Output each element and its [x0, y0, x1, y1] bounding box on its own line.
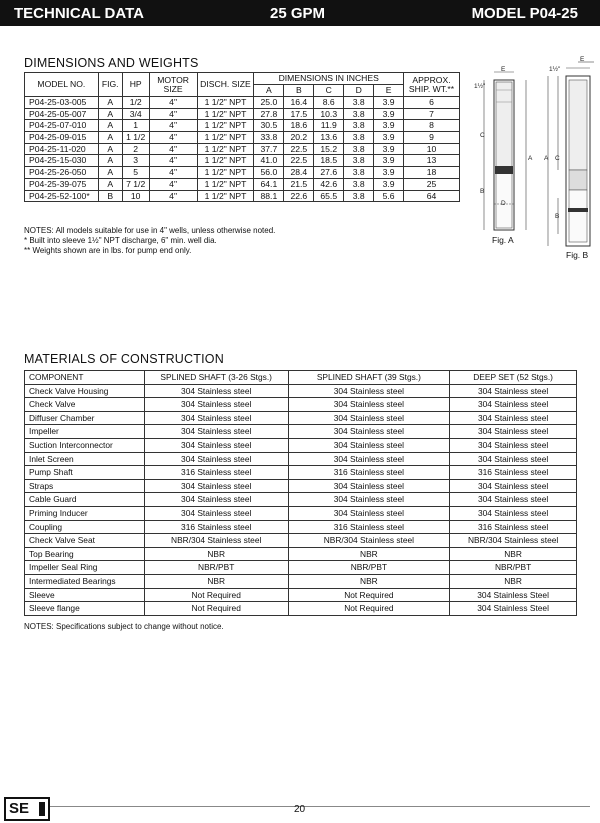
table-cell: 304 Stainless steel	[288, 438, 450, 452]
table-cell: 25	[404, 178, 460, 190]
table-cell: 4"	[149, 190, 197, 202]
table-cell: Sleeve	[25, 588, 145, 602]
col-splined-39: SPLINED SHAFT (39 Stgs.)	[288, 371, 450, 385]
table-cell: 8.6	[314, 97, 344, 109]
table-cell: Check Valve Housing	[25, 384, 145, 398]
table-cell: 27.6	[314, 167, 344, 179]
table-cell: 3.9	[374, 155, 404, 167]
table-cell: 316 Stainless steel	[288, 520, 450, 534]
table-cell: 304 Stainless steel	[288, 384, 450, 398]
table-row	[25, 155, 460, 167]
table-cell: 3.9	[374, 97, 404, 109]
table-cell: Not Required	[288, 602, 450, 616]
table-cell: 3.8	[344, 120, 374, 132]
fig-b-label-e: E	[580, 56, 585, 63]
table-cell: 304 Stainless steel	[144, 411, 288, 425]
table-cell: 4"	[149, 143, 197, 155]
table-cell: 3.8	[344, 108, 374, 120]
table-cell: Inlet Screen	[25, 452, 145, 466]
table-cell: 22.5	[284, 155, 314, 167]
table-cell: 42.6	[314, 178, 344, 190]
table-row	[25, 411, 577, 425]
table-cell: 304 Stainless steel	[144, 479, 288, 493]
table-cell: Coupling	[25, 520, 145, 534]
table-cell: 304 Stainless steel	[288, 493, 450, 507]
table-cell: 1 1/2" NPT	[197, 108, 254, 120]
table-cell: NBR	[144, 574, 288, 588]
table-row	[25, 132, 460, 144]
table-cell: 2	[122, 143, 149, 155]
table-row	[25, 574, 577, 588]
table-row	[25, 384, 577, 398]
table-cell: NBR/PBT	[450, 561, 577, 575]
col-splined-3-26: SPLINED SHAFT (3-26 Stgs.)	[144, 371, 288, 385]
materials-table	[24, 370, 577, 616]
table-row	[25, 534, 577, 548]
page-number: 20	[294, 804, 306, 815]
table-cell: NBR	[288, 574, 450, 588]
table-row	[25, 97, 460, 109]
header-title: TECHNICAL DATA	[14, 5, 144, 22]
table-cell: A	[98, 97, 122, 109]
col-fig: FIG.	[98, 73, 122, 97]
col-dims: DIMENSIONS IN INCHES	[254, 73, 404, 85]
fig-a-label-npt: 1½"	[474, 83, 486, 90]
dimensions-table	[24, 72, 460, 202]
table-cell: Not Required	[144, 602, 288, 616]
table-cell: 316 Stainless steel	[144, 520, 288, 534]
table-cell: 3.9	[374, 178, 404, 190]
table-cell: 3.8	[344, 97, 374, 109]
table-cell: 6	[404, 97, 460, 109]
table-row	[25, 493, 577, 507]
table-cell: P04-25-09-015	[25, 132, 99, 144]
table-cell: 4"	[149, 120, 197, 132]
table-cell: 13	[404, 155, 460, 167]
table-cell: 1	[122, 120, 149, 132]
table-cell: NBR	[288, 547, 450, 561]
table-row	[25, 190, 460, 202]
table-cell: 17.5	[284, 108, 314, 120]
table-cell: Sleeve flange	[25, 602, 145, 616]
fig-a-label-d: D	[501, 200, 506, 207]
table-cell: 18.5	[314, 155, 344, 167]
table-cell: 304 Stainless steel	[450, 398, 577, 412]
table-cell: 3.8	[344, 155, 374, 167]
header-flow: 25 GPM	[270, 5, 326, 22]
table-row	[25, 452, 577, 466]
col-disch: DISCH. SIZE	[197, 73, 254, 97]
table-cell: NBR/PBT	[144, 561, 288, 575]
col-motor: MOTOR SIZE	[149, 73, 197, 97]
materials-title: MATERIALS OF CONSTRUCTION	[24, 352, 224, 366]
table-cell: 304 Stainless Steel	[450, 602, 577, 616]
table-cell: P04-25-07-010	[25, 120, 99, 132]
table-row	[25, 143, 460, 155]
table-row	[25, 167, 460, 179]
table-cell: 3/4	[122, 108, 149, 120]
table-cell: 1 1/2" NPT	[197, 97, 254, 109]
col-weight: APPROX. SHIP. WT.**	[404, 73, 460, 97]
table-cell: 304 Stainless steel	[288, 506, 450, 520]
table-cell: Not Required	[144, 588, 288, 602]
table-cell: 3.8	[344, 190, 374, 202]
table-cell: P04-25-26-050	[25, 167, 99, 179]
table-cell: 316 Stainless steel	[450, 520, 577, 534]
table-row	[25, 398, 577, 412]
table-cell: 3.8	[344, 178, 374, 190]
table-cell: 4"	[149, 178, 197, 190]
table-cell: 1 1/2" NPT	[197, 132, 254, 144]
col-b: B	[284, 85, 314, 97]
table-cell: 16.4	[284, 97, 314, 109]
col-deep-set: DEEP SET (52 Stgs.)	[450, 371, 577, 385]
table-cell: 3.9	[374, 108, 404, 120]
dims-title: DIMENSIONS AND WEIGHTS	[24, 56, 199, 70]
table-cell: 304 Stainless Steel	[450, 588, 577, 602]
table-cell: 20.2	[284, 132, 314, 144]
table-cell: Check Valve Seat	[25, 534, 145, 548]
table-cell: 22.6	[284, 190, 314, 202]
table-row	[25, 466, 577, 480]
table-cell: Pump Shaft	[25, 466, 145, 480]
table-cell: 11.9	[314, 120, 344, 132]
table-cell: A	[98, 132, 122, 144]
table-cell: Diffuser Chamber	[25, 411, 145, 425]
table-cell: NBR/PBT	[288, 561, 450, 575]
table-row	[25, 425, 577, 439]
table-cell: 4"	[149, 108, 197, 120]
fig-a-caption: Fig. A	[492, 235, 514, 245]
table-cell: P04-25-05-007	[25, 108, 99, 120]
table-cell: 10	[404, 143, 460, 155]
fig-a-label-b: B	[480, 188, 485, 195]
table-cell: 37.7	[254, 143, 284, 155]
dims-notes	[24, 226, 275, 256]
table-cell: 304 Stainless steel	[144, 493, 288, 507]
table-row	[25, 547, 577, 561]
table-cell: 4"	[149, 167, 197, 179]
table-cell: 3.8	[344, 143, 374, 155]
table-row	[25, 178, 460, 190]
col-e: E	[374, 85, 404, 97]
table-cell: 1 1/2" NPT	[197, 178, 254, 190]
table-cell: 316 Stainless steel	[144, 466, 288, 480]
fig-b-label-a: A	[544, 155, 549, 162]
col-a: A	[254, 85, 284, 97]
table-cell: 304 Stainless steel	[144, 425, 288, 439]
dims-note: * Built into sleeve 1½" NPT discharge, 6" min. well dia.	[24, 236, 217, 245]
dims-note: ** Weights shown are in lbs. for pump end only.	[24, 246, 192, 255]
table-cell: A	[98, 120, 122, 132]
table-cell: 10	[122, 190, 149, 202]
table-row	[25, 479, 577, 493]
table-cell: 18.6	[284, 120, 314, 132]
footer-divider	[50, 806, 590, 807]
table-cell: 25.0	[254, 97, 284, 109]
table-cell: 33.8	[254, 132, 284, 144]
table-cell: 304 Stainless steel	[450, 411, 577, 425]
table-cell: 304 Stainless steel	[144, 384, 288, 398]
table-cell: 316 Stainless steel	[288, 466, 450, 480]
table-cell: Suction Interconnector	[25, 438, 145, 452]
table-cell: 27.8	[254, 108, 284, 120]
fig-b-label-npt: 1½"	[549, 66, 561, 73]
table-cell: 304 Stainless steel	[144, 398, 288, 412]
table-cell: P04-25-52-100*	[25, 190, 99, 202]
table-cell: 3.8	[344, 167, 374, 179]
table-cell: 304 Stainless steel	[288, 425, 450, 439]
table-cell: 304 Stainless steel	[144, 506, 288, 520]
table-cell: P04-25-11-020	[25, 143, 99, 155]
table-cell: 3.9	[374, 132, 404, 144]
table-cell: 15.2	[314, 143, 344, 155]
table-cell: NBR/304 Stainless steel	[144, 534, 288, 548]
table-cell: 64.1	[254, 178, 284, 190]
table-cell: 1 1/2" NPT	[197, 167, 254, 179]
table-cell: 304 Stainless steel	[450, 479, 577, 493]
table-cell: 304 Stainless steel	[288, 479, 450, 493]
table-cell: 1 1/2	[122, 132, 149, 144]
table-cell: P04-25-39-075	[25, 178, 99, 190]
table-cell: B	[98, 190, 122, 202]
table-cell: Check Valve	[25, 398, 145, 412]
table-cell: Cable Guard	[25, 493, 145, 507]
table-cell: 10.3	[314, 108, 344, 120]
table-cell: NBR/304 Stainless steel	[450, 534, 577, 548]
table-cell: Not Required	[288, 588, 450, 602]
table-cell: 22.5	[284, 143, 314, 155]
table-cell: A	[98, 155, 122, 167]
table-cell: Intermediated Bearings	[25, 574, 145, 588]
header-model: MODEL P04-25	[471, 5, 578, 22]
table-cell: A	[98, 143, 122, 155]
table-cell: 1 1/2" NPT	[197, 190, 254, 202]
col-hp: HP	[122, 73, 149, 97]
table-cell: 4"	[149, 132, 197, 144]
company-logo	[4, 797, 50, 821]
table-cell: 13.6	[314, 132, 344, 144]
table-cell: 304 Stainless steel	[144, 438, 288, 452]
logo-mark	[39, 802, 45, 816]
table-cell: 304 Stainless steel	[144, 452, 288, 466]
table-cell: 18	[404, 167, 460, 179]
table-cell: 3.8	[344, 132, 374, 144]
table-cell: 1 1/2" NPT	[197, 120, 254, 132]
table-cell: 7	[404, 108, 460, 120]
table-cell: 304 Stainless steel	[450, 493, 577, 507]
table-cell: 1/2	[122, 97, 149, 109]
table-cell: 304 Stainless steel	[450, 438, 577, 452]
table-cell: Impeller Seal Ring	[25, 561, 145, 575]
table-cell: 41.0	[254, 155, 284, 167]
table-row	[25, 561, 577, 575]
table-cell: 304 Stainless steel	[288, 452, 450, 466]
table-cell: 304 Stainless steel	[288, 398, 450, 412]
table-cell: 56.0	[254, 167, 284, 179]
table-cell: 7 1/2	[122, 178, 149, 190]
logo-text: SE	[9, 800, 30, 817]
table-cell: 65.5	[314, 190, 344, 202]
table-cell: A	[98, 178, 122, 190]
col-c: C	[314, 85, 344, 97]
table-row	[25, 588, 577, 602]
table-cell: 3.9	[374, 167, 404, 179]
table-cell: Top Bearing	[25, 547, 145, 561]
table-row	[25, 520, 577, 534]
table-cell: NBR/304 Stainless steel	[288, 534, 450, 548]
table-cell: NBR	[144, 547, 288, 561]
table-cell: 4"	[149, 155, 197, 167]
fig-a-label-c: C	[480, 132, 485, 139]
table-cell: P04-25-03-005	[25, 97, 99, 109]
table-cell: 28.4	[284, 167, 314, 179]
table-cell: 88.1	[254, 190, 284, 202]
col-d: D	[344, 85, 374, 97]
table-cell: Impeller	[25, 425, 145, 439]
table-cell: 21.5	[284, 178, 314, 190]
table-cell: 5.6	[374, 190, 404, 202]
table-cell: 304 Stainless steel	[450, 425, 577, 439]
table-cell: 9	[404, 132, 460, 144]
materials-notes: NOTES: Specifications subject to change without notice.	[24, 622, 224, 631]
table-cell: 304 Stainless steel	[450, 506, 577, 520]
table-cell: NBR	[450, 574, 577, 588]
table-cell: 64	[404, 190, 460, 202]
table-cell: A	[98, 108, 122, 120]
table-cell: 316 Stainless steel	[450, 466, 577, 480]
table-cell: 30.5	[254, 120, 284, 132]
table-cell: 8	[404, 120, 460, 132]
table-cell: 3.9	[374, 120, 404, 132]
table-cell: 3	[122, 155, 149, 167]
table-cell: NBR	[450, 547, 577, 561]
table-cell: P04-25-15-030	[25, 155, 99, 167]
header-bar	[0, 0, 600, 26]
col-model: MODEL NO.	[25, 73, 99, 97]
table-cell: 304 Stainless steel	[450, 384, 577, 398]
fig-a-label-e: E	[501, 66, 506, 73]
fig-b-label-b: B	[555, 213, 560, 220]
table-cell: 3.9	[374, 143, 404, 155]
table-cell: 304 Stainless steel	[288, 411, 450, 425]
table-row	[25, 602, 577, 616]
table-cell: 1 1/2" NPT	[197, 143, 254, 155]
table-cell: Straps	[25, 479, 145, 493]
fig-b-label-c: C	[555, 155, 560, 162]
table-cell: 4"	[149, 97, 197, 109]
table-cell: 1 1/2" NPT	[197, 155, 254, 167]
table-cell: Priming Inducer	[25, 506, 145, 520]
table-cell: 5	[122, 167, 149, 179]
table-row	[25, 506, 577, 520]
table-cell: 304 Stainless steel	[450, 452, 577, 466]
dims-note: NOTES: All models suitable for use in 4" wells, unless otherwise noted.	[24, 226, 276, 235]
table-cell: A	[98, 167, 122, 179]
fig-a-label-a: A	[528, 155, 533, 162]
col-component: COMPONENT	[25, 371, 145, 385]
table-row	[25, 120, 460, 132]
table-row	[25, 108, 460, 120]
table-row	[25, 438, 577, 452]
fig-b-caption: Fig. B	[566, 250, 589, 260]
